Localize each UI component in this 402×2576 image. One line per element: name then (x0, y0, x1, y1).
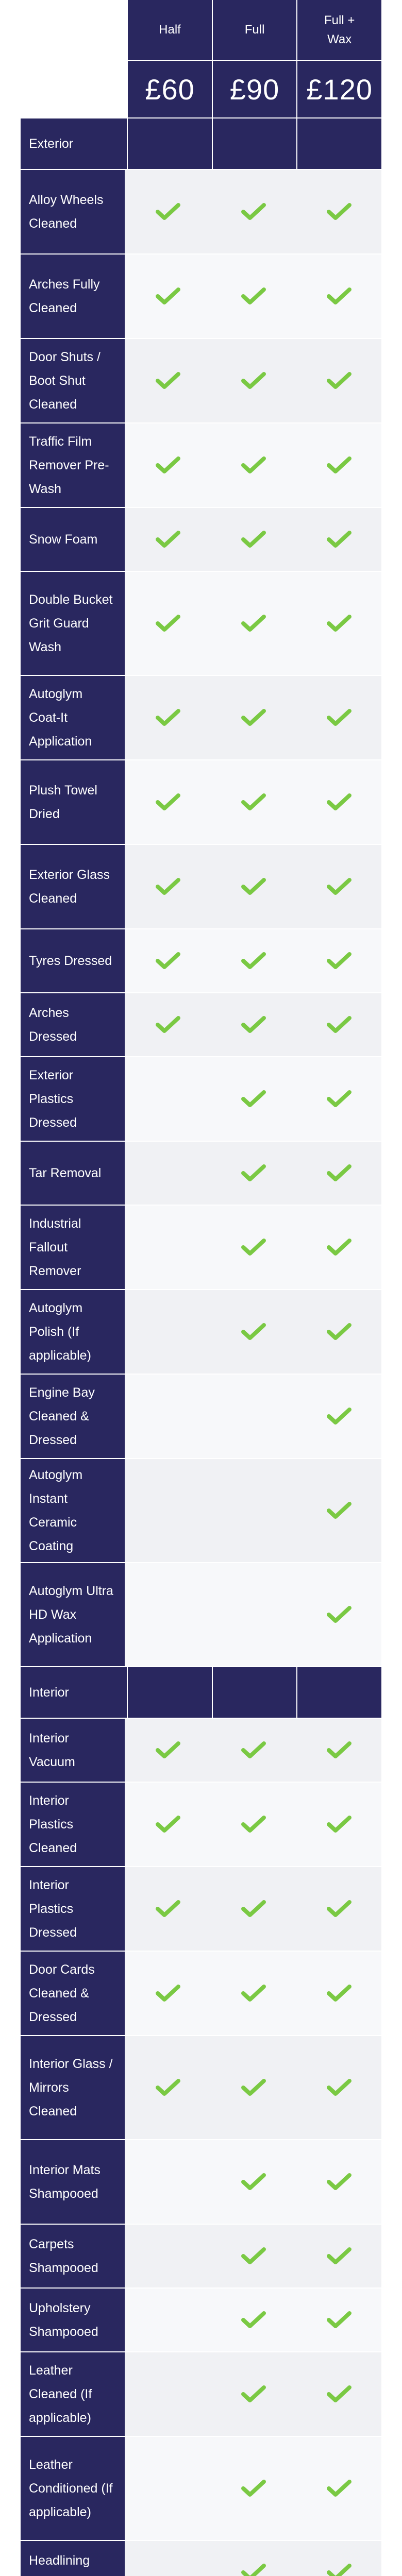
check-icon (155, 286, 181, 306)
section-cell (128, 118, 212, 169)
table-row (21, 2139, 381, 2224)
check-icon (241, 2563, 266, 2576)
check-icon (155, 792, 181, 812)
plan-cell (211, 1375, 296, 1458)
plan-cell (297, 2437, 381, 2540)
plan-cell (211, 170, 296, 253)
table-row (21, 992, 381, 1056)
plan-cell (126, 255, 210, 338)
check-icon (326, 2246, 352, 2266)
section-cell (297, 118, 381, 169)
plan-cells (125, 676, 381, 759)
feature-label-text: Interior Glass / Mirrors Cleaned (29, 2057, 113, 2119)
feature-label (21, 929, 125, 992)
feature-label (21, 1459, 125, 1562)
check-icon (155, 708, 181, 727)
feature-label-text: Autoglym Coat-It Application (29, 687, 92, 749)
plan-cell (126, 1783, 210, 1866)
plan-cell (211, 1783, 296, 1866)
check-icon (241, 1984, 266, 2003)
plan-cells (125, 929, 381, 992)
check-icon (241, 371, 266, 391)
plan-cell (211, 423, 296, 507)
plan-cell (126, 2352, 210, 2436)
check-icon (326, 286, 352, 306)
plan-cell (211, 255, 296, 338)
table-row (21, 338, 381, 422)
plan-cell (297, 255, 381, 338)
feature-label-text: Exterior Glass Cleaned (29, 868, 110, 906)
plan-cell (126, 423, 210, 507)
feature-label (21, 845, 125, 928)
plan-cell (297, 1206, 381, 1289)
plan-cell (211, 572, 296, 675)
feature-label (21, 1290, 125, 1374)
section-cell (213, 118, 297, 169)
plan-cell (297, 508, 381, 571)
plan-cells (125, 1375, 381, 1458)
feature-label (21, 1867, 125, 1951)
table-row (21, 1374, 381, 1458)
feature-label (21, 2140, 125, 2224)
plan-cell (297, 2289, 381, 2351)
check-icon (326, 1899, 352, 1919)
plan-cells (125, 1459, 381, 1562)
feature-label (21, 170, 125, 253)
check-icon (155, 877, 181, 896)
plan-cell (126, 2225, 210, 2287)
plan-cell (211, 339, 296, 422)
plan-cells (125, 170, 381, 253)
plan-cell (211, 1459, 296, 1562)
plan-cells (125, 2036, 381, 2139)
check-icon (326, 2172, 352, 2192)
feature-label-text: Industrial Fallout Remover (29, 1216, 81, 1278)
feature-label (21, 255, 125, 338)
table-row (21, 1562, 381, 1666)
table-row (21, 253, 381, 338)
plan-cell (211, 993, 296, 1056)
table-row (21, 2540, 381, 2576)
table-row (21, 571, 381, 675)
plan-cell (297, 423, 381, 507)
check-icon (326, 1015, 352, 1035)
section-title: Interior (21, 1667, 127, 1718)
plan-cell (126, 1563, 210, 1666)
plan-cell (126, 1459, 210, 1562)
feature-label (21, 1952, 125, 2035)
plan-cells (125, 845, 381, 928)
feature-label-text: Engine Bay Cleaned & Dressed (29, 1385, 95, 1447)
plan-cell (126, 572, 210, 675)
plan-cells (125, 1142, 381, 1205)
plan-cells (125, 1952, 381, 2035)
plan-cell (297, 676, 381, 759)
plan-cell (126, 929, 210, 992)
plan-cells (125, 255, 381, 338)
table-row (21, 759, 381, 844)
plan-cells (125, 2140, 381, 2224)
table-row (21, 1866, 381, 1951)
feature-label-text: Alloy Wheels Cleaned (29, 193, 104, 231)
feature-label-text: Headlining (29, 2553, 90, 2568)
plan-cell (211, 1867, 296, 1951)
plan-cell (126, 676, 210, 759)
plan-cell (126, 2140, 210, 2224)
check-icon (155, 614, 181, 633)
plan-cell (211, 1719, 296, 1782)
plan-cell (126, 760, 210, 844)
feature-label-text: Interior Mats Shampooed (29, 2163, 100, 2201)
feature-label (21, 2352, 125, 2436)
plan-cell (297, 1142, 381, 1205)
plan-name: Full (213, 0, 297, 60)
plan-cells (125, 760, 381, 844)
check-icon (326, 2479, 352, 2498)
check-icon (326, 614, 352, 633)
feature-label (21, 2289, 125, 2351)
plan-cell (297, 2541, 381, 2576)
check-icon (241, 1089, 266, 1109)
plan-cell (211, 2036, 296, 2139)
check-icon (326, 1163, 352, 1183)
feature-label (21, 1719, 125, 1782)
section-header (21, 117, 381, 169)
feature-label-text: Arches Fully Cleaned (29, 277, 100, 315)
plan-cell (126, 845, 210, 928)
section-title: Exterior (21, 118, 127, 169)
feature-label (21, 2225, 125, 2287)
plan-cells (125, 2352, 381, 2436)
plan-cell (211, 760, 296, 844)
plan-cell (126, 170, 210, 253)
check-icon (326, 1984, 352, 2003)
plan-cell (211, 1057, 296, 1141)
check-icon (326, 2078, 352, 2097)
plan-cell (211, 2289, 296, 2351)
feature-label (21, 1142, 125, 1205)
plan-cell (211, 2140, 296, 2224)
feature-label-text: Snow Foam (29, 532, 98, 547)
check-icon (241, 614, 266, 633)
table-row (21, 1141, 381, 1205)
plan-cell (126, 1375, 210, 1458)
feature-label (21, 760, 125, 844)
plan-cell (126, 508, 210, 571)
plan-cell (211, 2541, 296, 2576)
plan-cell (126, 1290, 210, 1374)
feature-label-text: Traffic Film Remover Pre-Wash (29, 434, 109, 496)
check-icon (155, 1740, 181, 1760)
plan-cells (125, 1290, 381, 1374)
check-icon (241, 877, 266, 896)
plan-cells (125, 1563, 381, 1666)
feature-label-text: Arches Dressed (29, 1006, 77, 1044)
plan-cells (125, 1867, 381, 1951)
plan-cells (125, 508, 381, 571)
check-icon (241, 1899, 266, 1919)
plan-cell (126, 339, 210, 422)
check-icon (241, 2479, 266, 2498)
plan-cells (125, 1057, 381, 1141)
feature-label (21, 2437, 125, 2540)
plan-cell (126, 1142, 210, 1205)
check-icon (241, 1238, 266, 1257)
check-icon (241, 2310, 266, 2330)
plan-cell (297, 572, 381, 675)
check-icon (241, 2384, 266, 2404)
plan-cell (126, 1867, 210, 1951)
plan-name: Half (128, 0, 212, 60)
plan-cell (297, 1952, 381, 2035)
check-icon (241, 1015, 266, 1035)
check-icon (326, 1406, 352, 1426)
plan-cell (297, 1719, 381, 1782)
plan-cell (297, 339, 381, 422)
feature-label-text: Interior Plastics Dressed (29, 1878, 77, 1940)
check-icon (326, 2310, 352, 2330)
check-icon (241, 455, 266, 475)
table-row (21, 1782, 381, 1866)
plan-cells (125, 572, 381, 675)
feature-label (21, 572, 125, 675)
feature-label-text: Exterior Plastics Dressed (29, 1068, 77, 1130)
pricing-table (21, 0, 381, 2576)
table-row (21, 1718, 381, 1782)
check-icon (326, 1238, 352, 1257)
feature-label (21, 1375, 125, 1458)
check-icon (326, 877, 352, 896)
check-icon (241, 202, 266, 222)
feature-label (21, 2541, 125, 2576)
feature-label (21, 1206, 125, 1289)
feature-label-text: Double Bucket Grit Guard Wash (29, 592, 113, 654)
feature-label (21, 339, 125, 422)
check-icon (326, 1322, 352, 1342)
feature-label-text: Interior Plastics Cleaned (29, 1793, 77, 1855)
plan-cell (211, 845, 296, 928)
plan-header (21, 0, 381, 117)
check-icon (155, 530, 181, 549)
check-icon (326, 1815, 352, 1834)
plan-cell (211, 508, 296, 571)
plan-cell (126, 1206, 210, 1289)
check-icon (241, 530, 266, 549)
check-icon (326, 1501, 352, 1520)
plan-cell (297, 2036, 381, 2139)
check-icon (326, 2384, 352, 2404)
check-icon (241, 2078, 266, 2097)
plan-cell (297, 1563, 381, 1666)
check-icon (241, 1740, 266, 1760)
check-icon (241, 2246, 266, 2266)
plan-cell (297, 1867, 381, 1951)
feature-label-text: Leather Conditioned (If applicable) (29, 2458, 113, 2519)
check-icon (155, 371, 181, 391)
table-row (21, 507, 381, 571)
table-row (21, 2224, 381, 2287)
plan-cells (125, 2289, 381, 2351)
table-row (21, 1289, 381, 1374)
section-cell (297, 1667, 381, 1718)
check-icon (326, 371, 352, 391)
table-row (21, 928, 381, 992)
plan-cell (126, 2289, 210, 2351)
feature-label-text: Carpets Shampooed (29, 2237, 98, 2275)
plan-cells (125, 2541, 381, 2576)
check-icon (241, 951, 266, 971)
check-icon (326, 951, 352, 971)
plan-cell (211, 2352, 296, 2436)
check-icon (326, 1089, 352, 1109)
feature-label (21, 1057, 125, 1141)
plan-cells (125, 1206, 381, 1289)
plan-cell (211, 1563, 296, 1666)
check-icon (241, 286, 266, 306)
check-icon (155, 455, 181, 475)
feature-label-text: Leather Cleaned (If applicable) (29, 2363, 92, 2425)
feature-label-text: Interior Vacuum (29, 1731, 75, 1769)
feature-label-text: Autoglym Polish (If applicable) (29, 1301, 91, 1363)
check-icon (155, 1899, 181, 1919)
header-spacer (21, 0, 127, 117)
feature-label-text: Tar Removal (29, 1166, 102, 1180)
plan-cell (297, 2352, 381, 2436)
feature-label-text: Door Cards Cleaned & Dressed (29, 1962, 95, 2024)
feature-label (21, 423, 125, 507)
plan-cell (211, 929, 296, 992)
plan-half (128, 0, 212, 117)
plan-cell (211, 2437, 296, 2540)
plan-cell (297, 1459, 381, 1562)
feature-label (21, 1563, 125, 1666)
plan-cell (297, 1057, 381, 1141)
plan-price: £120 (297, 61, 381, 117)
check-icon (241, 1322, 266, 1342)
plan-full (213, 0, 297, 117)
plan-name: Full + Wax (297, 0, 381, 60)
check-icon (326, 792, 352, 812)
feature-label-text: Door Shuts / Boot Shut Cleaned (29, 350, 100, 412)
plan-cell (211, 2225, 296, 2287)
plan-cell (126, 1952, 210, 2035)
check-icon (241, 2172, 266, 2192)
feature-label (21, 508, 125, 571)
plan-cell (297, 845, 381, 928)
plan-price: £60 (128, 61, 212, 117)
plan-cell (126, 993, 210, 1056)
check-icon (241, 792, 266, 812)
plan-cell (297, 993, 381, 1056)
check-icon (155, 951, 181, 971)
table-row (21, 2035, 381, 2139)
plan-cells (125, 1783, 381, 1866)
plan-cell (297, 929, 381, 992)
check-icon (326, 708, 352, 727)
plan-cell (126, 2541, 210, 2576)
plan-full-wax (297, 0, 381, 117)
check-icon (326, 202, 352, 222)
check-icon (155, 202, 181, 222)
check-icon (326, 1740, 352, 1760)
check-icon (155, 1015, 181, 1035)
feature-label-text: Upholstery Shampooed (29, 2301, 98, 2339)
feature-label (21, 1783, 125, 1866)
plan-cells (125, 2225, 381, 2287)
plan-cell (211, 1952, 296, 2035)
plan-cell (211, 1142, 296, 1205)
plan-cell (211, 676, 296, 759)
plan-cells (125, 339, 381, 422)
table-row (21, 2436, 381, 2540)
table-row (21, 2287, 381, 2351)
plan-cells (125, 993, 381, 1056)
feature-label-text: Plush Towel Dried (29, 783, 97, 821)
plan-cell (297, 2140, 381, 2224)
plan-cell (297, 2225, 381, 2287)
feature-label (21, 676, 125, 759)
feature-label-text: Autoglym Instant Ceramic Coating (29, 1468, 83, 1553)
section-cell (128, 1667, 212, 1718)
plan-cell (126, 2036, 210, 2139)
check-icon (326, 455, 352, 475)
check-icon (241, 1163, 266, 1183)
feature-label (21, 993, 125, 1056)
check-icon (326, 2563, 352, 2576)
check-icon (326, 1605, 352, 1624)
plan-cell (126, 1057, 210, 1141)
plan-cell (211, 1290, 296, 1374)
plan-cell (297, 170, 381, 253)
table-row (21, 2351, 381, 2436)
plan-cell (297, 1375, 381, 1458)
check-icon (155, 1815, 181, 1834)
feature-label-text: Autoglym Ultra HD Wax Application (29, 1584, 113, 1646)
section-cell (213, 1667, 297, 1718)
feature-label (21, 2036, 125, 2139)
check-icon (241, 708, 266, 727)
table-row (21, 422, 381, 507)
table-row (21, 844, 381, 928)
section-header (21, 1666, 381, 1718)
plan-cell (126, 1719, 210, 1782)
plan-price: £90 (213, 61, 297, 117)
plan-cell (126, 2437, 210, 2540)
plan-cell (297, 1290, 381, 1374)
check-icon (326, 530, 352, 549)
plan-cell (297, 760, 381, 844)
table-row (21, 1458, 381, 1562)
table-row (21, 675, 381, 759)
plan-cell (297, 1783, 381, 1866)
table-row (21, 1205, 381, 1289)
plan-cells (125, 2437, 381, 2540)
table-row (21, 1056, 381, 1141)
feature-label-text: Tyres Dressed (29, 954, 112, 968)
check-icon (241, 1815, 266, 1834)
plan-cells (125, 1719, 381, 1782)
check-icon (155, 1984, 181, 2003)
plan-cells (125, 423, 381, 507)
table-row (21, 169, 381, 253)
plan-cell (211, 1206, 296, 1289)
table-body (21, 117, 381, 2576)
check-icon (155, 2078, 181, 2097)
table-row (21, 1951, 381, 2035)
